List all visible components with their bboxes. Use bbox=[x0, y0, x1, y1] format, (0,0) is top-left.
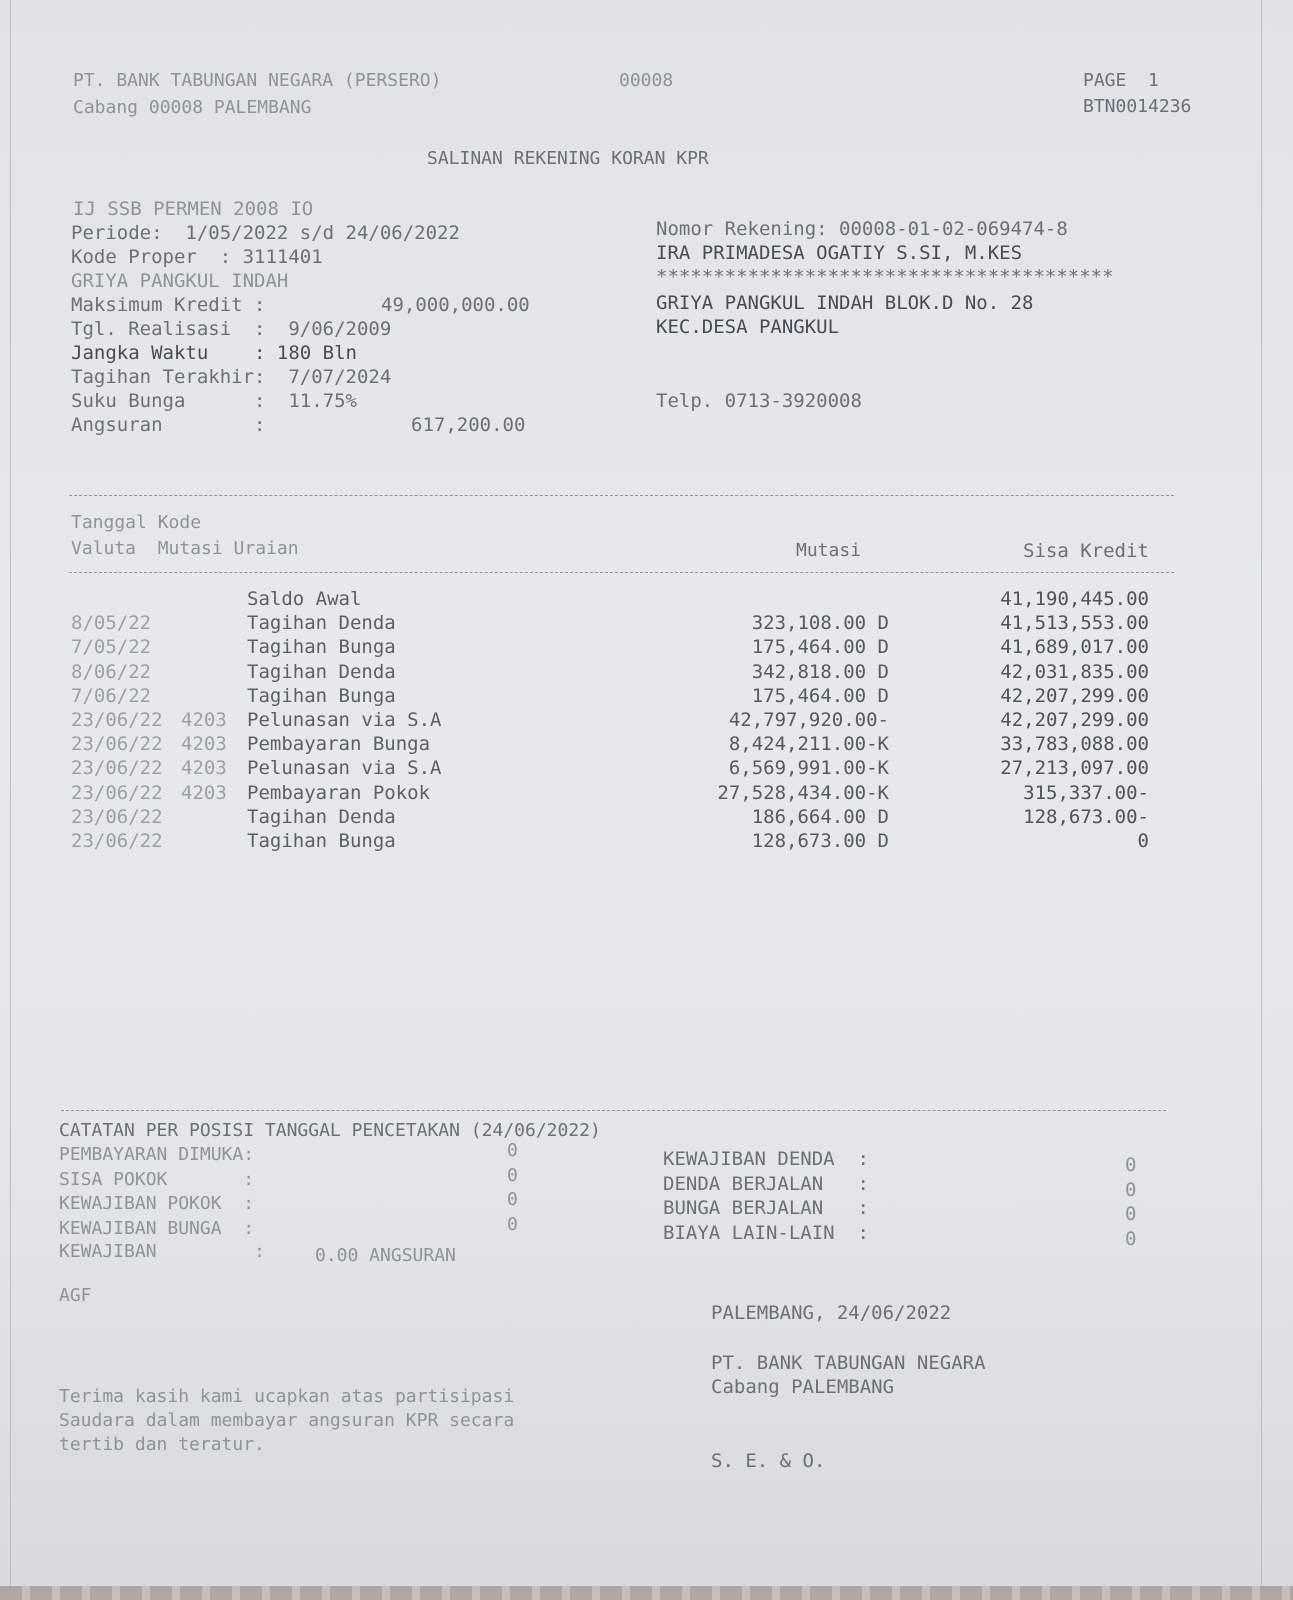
place-date: PALEMBANG, 24/06/2022 bbox=[711, 1302, 952, 1324]
mutation-code: 4203 bbox=[181, 757, 227, 780]
table-row bbox=[11, 757, 1261, 781]
notes-heading: CATATAN PER POSISI TANGGAL PENCETAKAN (24/06/2022) bbox=[59, 1120, 601, 1141]
table-row bbox=[11, 830, 1261, 854]
remaining-credit: 0 bbox=[1137, 830, 1149, 852]
mutation-amount: 6,569,991.00-K bbox=[728, 757, 889, 780]
remaining-credit: 42,031,835.00 bbox=[1000, 660, 1149, 683]
note-label: PEMBAYARAN DIMUKA: bbox=[59, 1144, 255, 1165]
mutation-amount: 175,464.00 D bbox=[751, 636, 889, 659]
column-mutasi: Mutasi bbox=[796, 540, 862, 561]
note-value: 0 bbox=[507, 1189, 518, 1210]
mutation-amount: 128,673.00 D bbox=[751, 830, 889, 852]
project-name: GRIYA PANGKUL INDAH bbox=[71, 270, 289, 292]
valuta-date: 7/05/22 bbox=[71, 636, 152, 659]
bank-name: PT. BANK TABUNGAN NEGARA (PERSERO) bbox=[73, 70, 442, 91]
mutation-amount: 342,818.00 D bbox=[751, 660, 889, 683]
table-row bbox=[11, 733, 1261, 757]
address-line-1: GRIYA PANGKUL INDAH BLOK.D No. 28 bbox=[656, 292, 1034, 314]
note-label: KEWAJIBAN BUNGA : bbox=[59, 1217, 255, 1239]
table-row bbox=[11, 709, 1261, 733]
valuta-date: 23/06/22 bbox=[71, 709, 163, 731]
loan-term: Jangka Waktu : 180 Bln bbox=[71, 342, 357, 364]
last-billing: Tagihan Terakhir: 7/07/2024 bbox=[71, 366, 392, 388]
seo-note: S. E. & O. bbox=[711, 1450, 826, 1472]
note-value: 0 bbox=[507, 1140, 518, 1161]
note-label: DENDA BERJALAN : bbox=[663, 1172, 869, 1195]
mutation-amount: 27,528,434.00-K bbox=[717, 781, 889, 804]
remaining-credit: 42,207,299.00 bbox=[1000, 709, 1149, 731]
customer-name: IRA PRIMADESA OGATIY S.SI, M.KES bbox=[656, 242, 1023, 264]
remaining-credit: 41,190,445.00 bbox=[1000, 588, 1149, 610]
page-number: PAGE 1 bbox=[1083, 70, 1159, 91]
mutation-amount: 175,464.00 D bbox=[751, 684, 889, 707]
kode-proper: Kode Proper : 3111401 bbox=[71, 246, 323, 268]
table-row bbox=[11, 588, 1261, 612]
mutation-amount: 8,424,211.00-K bbox=[728, 733, 889, 756]
statement-sheet bbox=[10, 0, 1262, 1590]
interest-rate: Suku Bunga : 11.75% bbox=[71, 390, 357, 412]
kewajiban-value: 0.00 ANGSURAN bbox=[315, 1245, 456, 1266]
max-credit-label: Maksimum Kredit : bbox=[71, 294, 266, 316]
note-label: BUNGA BERJALAN : bbox=[663, 1197, 869, 1219]
table-row bbox=[11, 612, 1261, 636]
mutation-code: 4203 bbox=[181, 733, 227, 756]
remaining-credit: 33,783,088.00 bbox=[1000, 733, 1149, 756]
branch-code: 00008 bbox=[619, 70, 674, 91]
table-row bbox=[11, 806, 1261, 830]
note-value: 0 bbox=[1125, 1203, 1137, 1225]
valuta-date: 23/06/22 bbox=[71, 830, 163, 852]
valuta-date: 23/06/22 bbox=[71, 757, 163, 780]
note-value: 0 bbox=[507, 1164, 518, 1186]
installment-value: 617,200.00 bbox=[411, 414, 526, 436]
table-row bbox=[11, 661, 1261, 685]
valuta-date: 8/05/22 bbox=[71, 612, 152, 635]
footer-bank-name: PT. BANK TABUNGAN NEGARA bbox=[711, 1352, 986, 1374]
description: Pembayaran Bunga bbox=[247, 733, 431, 756]
paper-edge bbox=[0, 1586, 1293, 1600]
note-label: SISA POKOK : bbox=[59, 1168, 255, 1190]
document-code: BTN0014236 bbox=[1083, 96, 1192, 117]
description: Tagihan Denda bbox=[247, 612, 396, 635]
program-code: IJ SSB PERMEN 2008 IO bbox=[73, 198, 314, 220]
branch-name: Cabang 00008 PALEMBANG bbox=[73, 97, 312, 118]
note-value: 0 bbox=[507, 1213, 518, 1235]
table-row bbox=[11, 685, 1261, 709]
remaining-credit: 42,207,299.00 bbox=[1000, 684, 1149, 707]
description: Tagihan Bunga bbox=[247, 636, 396, 659]
period: Periode: 1/05/2022 s/d 24/06/2022 bbox=[71, 222, 460, 244]
installment-label: Angsuran : bbox=[71, 414, 266, 436]
description: Tagihan Denda bbox=[247, 805, 396, 828]
valuta-date: 7/06/22 bbox=[71, 684, 152, 707]
description: Tagihan Bunga bbox=[247, 684, 396, 707]
phone: Telp. 0713-3920008 bbox=[656, 390, 862, 412]
table-row bbox=[11, 636, 1261, 660]
max-credit-value: 49,000,000.00 bbox=[381, 294, 530, 316]
remaining-credit: 315,337.00- bbox=[1023, 781, 1149, 804]
note-value: 0 bbox=[1125, 1227, 1137, 1250]
operator-code: AGF bbox=[59, 1285, 92, 1306]
remaining-credit: 41,513,553.00 bbox=[1000, 612, 1149, 635]
description: Pembayaran Pokok bbox=[247, 781, 431, 804]
table-row bbox=[11, 782, 1261, 806]
remaining-credit: 27,213,097.00 bbox=[1000, 757, 1149, 780]
valuta-date: 8/06/22 bbox=[71, 660, 152, 683]
footer-branch: Cabang PALEMBANG bbox=[711, 1376, 895, 1398]
table-top-rule bbox=[69, 495, 1174, 496]
table-header-line-2: Valuta Mutasi Uraian bbox=[71, 538, 299, 559]
address-line-2: KEC.DESA PANGKUL bbox=[656, 316, 840, 338]
valuta-date: 23/06/22 bbox=[71, 781, 163, 804]
description: Tagihan Bunga bbox=[247, 830, 396, 852]
column-sisa-kredit: Sisa Kredit bbox=[1023, 540, 1149, 562]
mutation-amount: 186,664.00 D bbox=[751, 805, 889, 828]
thanks-line-1: Terima kasih kami ucapkan atas partisipasi bbox=[59, 1386, 515, 1407]
remaining-credit: 41,689,017.00 bbox=[1000, 636, 1149, 659]
description: Tagihan Denda bbox=[247, 660, 396, 683]
note-label: KEWAJIBAN DENDA : bbox=[663, 1148, 869, 1170]
note-value: 0 bbox=[1125, 1178, 1137, 1201]
note-label: KEWAJIBAN POKOK : bbox=[59, 1193, 255, 1214]
mutation-amount: 323,108.00 D bbox=[751, 612, 889, 635]
realization-date: Tgl. Realisasi : 9/06/2009 bbox=[71, 318, 392, 340]
thanks-line-2: Saudara dalam membayar angsuran KPR secara bbox=[59, 1410, 515, 1431]
valuta-date: 23/06/22 bbox=[71, 733, 163, 756]
description: Pelunasan via S.A bbox=[247, 757, 442, 780]
note-label: BIAYA LAIN-LAIN : bbox=[663, 1221, 869, 1244]
mutation-code: 4203 bbox=[181, 709, 227, 731]
description: Saldo Awal bbox=[247, 588, 362, 610]
kewajiban-label: KEWAJIBAN : bbox=[59, 1241, 265, 1262]
description: Pelunasan via S.A bbox=[247, 709, 442, 731]
account-number: Nomor Rekening: 00008-01-02-069474-8 bbox=[656, 218, 1068, 240]
masked-line: **************************************** bbox=[656, 266, 1114, 288]
thanks-line-3: tertib dan teratur. bbox=[59, 1434, 265, 1455]
table-header-rule bbox=[69, 572, 1174, 573]
notes-top-rule bbox=[61, 1110, 1166, 1111]
page-title: SALINAN REKENING KORAN KPR bbox=[427, 148, 709, 169]
table-header-line-1: Tanggal Kode bbox=[71, 512, 202, 533]
valuta-date: 23/06/22 bbox=[71, 805, 163, 828]
mutation-amount: 42,797,920.00- bbox=[728, 709, 889, 731]
remaining-credit: 128,673.00- bbox=[1023, 805, 1149, 828]
note-value: 0 bbox=[1125, 1154, 1137, 1176]
mutation-code: 4203 bbox=[181, 781, 227, 804]
